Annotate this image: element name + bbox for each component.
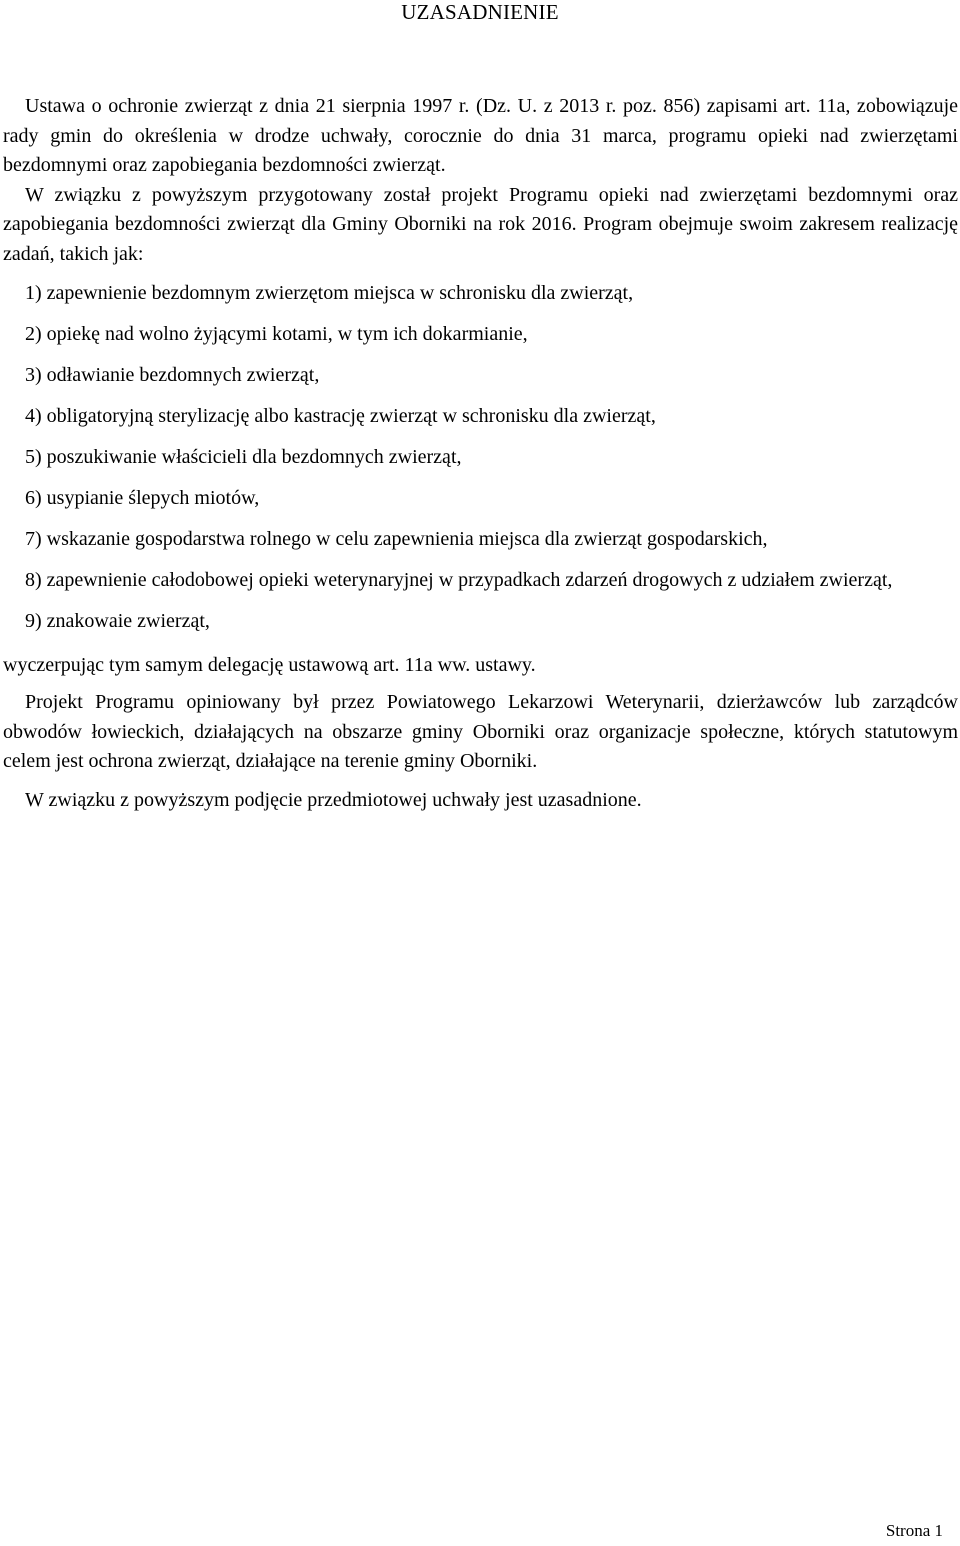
- list-item: 4) obligatoryjną sterylizację albo kastrację zwierząt w schronisku dla zwierząt,: [25, 405, 656, 427]
- document-body: [3, 92, 958, 815]
- list-item: 8) zapewnienie całodobowej opieki weterynaryjnej w przypadkach zdarzeń drogowych z udziałem zwierząt,: [25, 569, 893, 591]
- document-title: UZASADNIENIE: [401, 0, 559, 24]
- list-item: 5) poszukiwanie właścicieli dla bezdomnych zwierząt,: [25, 446, 462, 468]
- list-item: 7) wskazanie gospodarstwa rolnego w celu zapewnienia miejsca dla zwierząt gospodarskich,: [25, 528, 768, 550]
- list-item: 1) zapewnienie bezdomnym zwierzętom miejsca w schronisku dla zwierząt,: [25, 282, 634, 304]
- paragraph-legal-basis: Ustawa o ochronie zwierząt z dnia 21 sierpnia 1997 r. (Dz. U. z 2013 r. poz. 856) zapisami art. 11a, zobowiązuje rady gmin do określenia w drodze uchwały, corocznie do dnia 31 marca, programu opieki nad zwierzętami bezdomnymi oraz zapobiegania bezdomności zwierząt.: [3, 95, 958, 176]
- program-task-list: [3, 279, 958, 637]
- list-item: 6) usypianie ślepych miotów,: [25, 487, 260, 509]
- list-item: 2) opiekę nad wolno żyjącymi kotami, w tym ich dokarmianie,: [25, 323, 528, 345]
- paragraph-program-intro: W związku z powyższym przygotowany został projekt Programu opieki nad zwierzętami bezdomnymi oraz zapobiegania bezdomności zwierząt dla Gminy Oborniki na rok 2016. Program obejmuje swoim zakresem realizację zadań, takich jak:: [3, 183, 958, 265]
- closing-line: wyczerpując tym samym delegację ustawową art. 11a ww. ustawy.: [3, 653, 536, 676]
- list-item: 9) znakowaie zwierząt,: [25, 610, 210, 632]
- paragraph-consultation: Projekt Programu opiniowany był przez Powiatowego Lekarzowi Weterynarii, dzierżawców lub zarządców obwodów łowieckich, działających na obszarze gminy Oborniki oraz organizacje społeczne, których statutowym celem jest ochrona zwierząt, działające na terenie gminy Oborniki.: [3, 691, 958, 772]
- page-number: Strona 1: [885, 1521, 943, 1540]
- list-item: 3) odławianie bezdomnych zwierząt,: [25, 364, 320, 386]
- paragraph-conclusion: W związku z powyższym podjęcie przedmiotowej uchwały jest uzasadnione.: [25, 788, 642, 811]
